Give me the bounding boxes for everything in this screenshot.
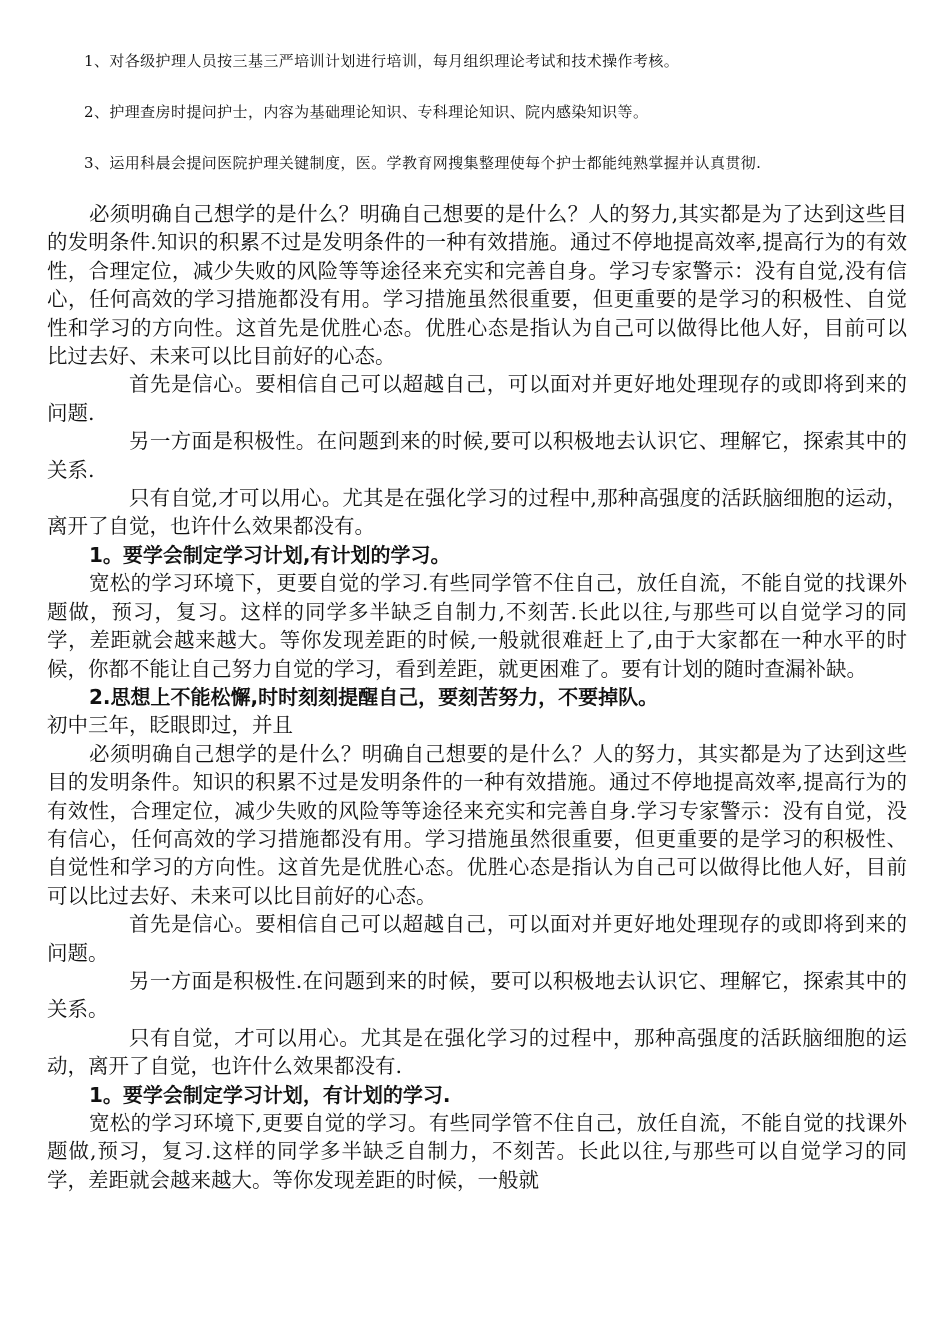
list-item-2: 2、护理查房时提问护士，内容为基础理论知识、专科理论知识、院内感染知识等。 bbox=[84, 103, 649, 121]
paragraph-environment: 宽松的学习环境下，更要自觉的学习.有些同学管不住自己，放任自流，不能自觉的找课外题做，预习，复习。这样的同学多半缺乏自制力,不刻苦.长此以往,与那些可以自觉学习的同学，差距就会越来越大。等你发现差距的时候,一般就很难赶上了,由于大家都在一种水平的时候，你都不能让自己努力自觉的学习，看到差距，就更困难了。要有计划的随时查漏补缺。 bbox=[47, 571, 907, 681]
list-item-1: 1、对各级护理人员按三基三严培训计划进行培训，每月组织理论考试和技术操作考核。 bbox=[84, 52, 680, 70]
heading-no-slacking: 2.思想上不能松懈,时时刻刻提醒自己，要刻苦努力，不要掉队。 bbox=[89, 684, 659, 709]
paragraph-environment-repeat: 宽松的学习环境下,更要自觉的学习。有些同学管不住自己，放任自流，不能自觉的找课外题做,预习，复习.这样的同学多半缺乏自制力，不刻苦。长此以往,与那些可以自觉学习的同学，差距就会越来越大。等你发现差距的时候，一般就 bbox=[47, 1111, 907, 1192]
paragraph-goals: 必须明确自己想学的是什么？明确自己想要的是什么？人的努力,其实都是为了达到这些目的发明条件.知识的积累不过是发明条件的一种有效措施。通过不停地提高效率,提高行为的有效性，合理定位，减少失败的风险等等途径来充实和完善自身。学习专家警示：没有自觉,没有信心，任何高效的学习措施都没有用。学习措施虽然很重要，但更重要的是学习的积极性、自觉性和学习的方向性。这首先是优胜心态。优胜心态是指认为自己可以做得比他人好，目前可以比过去好、未来可以比目前好的心态。 bbox=[47, 202, 907, 369]
paragraph-initiative: 另一方面是积极性。在问题到来的时候,要可以积极地去认识它、理解它，探索其中的关系. bbox=[47, 429, 907, 482]
heading-study-plan-repeat: 1。要学会制定学习计划，有计划的学习. bbox=[89, 1082, 451, 1107]
paragraph-initiative-repeat: 另一方面是积极性.在问题到来的时候，要可以积极地去认识它、理解它，探索其中的关系。 bbox=[47, 968, 907, 1022]
paragraph-self-awareness: 只有自觉,才可以用心。尤其是在强化学习的过程中,那种高强度的活跃脑细胞的运动，离开了自觉，也许什么效果都没有。 bbox=[47, 486, 907, 539]
heading-study-plan: 1。要学会制定学习计划,有计划的学习。 bbox=[89, 542, 451, 567]
paragraph-confidence: 首先是信心。要相信自己可以超越自己，可以面对并更好地处理现存的或即将到来的问题. bbox=[47, 372, 907, 425]
body-text bbox=[47, 200, 907, 1194]
paragraph-confidence-repeat: 首先是信心。要相信自己可以超越自己，可以面对并更好地处理现存的或即将到来的问题。 bbox=[47, 912, 907, 965]
paragraph-self-awareness-repeat: 只有自觉，才可以用心。尤其是在强化学习的过程中，那种高强度的活跃脑细胞的运动，离开了自觉，也许什么效果都没有. bbox=[47, 1025, 907, 1079]
paragraph-three-years: 初中三年，眨眼即过，并且 bbox=[47, 713, 293, 738]
paragraph-goals-repeat: 必须明确自己想学的是什么？明确自己想要的是什么？人的努力，其实都是为了达到这些目的发明条件。知识的积累不过是发明条件的一种有效措施。通过不停地提高效率,提高行为的有效性，合理定位，减少失败的风险等等途径来充实和完善自身.学习专家警示：没有自觉，没有信心，任何高效的学习措施都没有用。学习措施虽然很重要，但更重要的是学习的积极性、自觉性和学习的方向性。这首先是优胜心态。优胜心态是指认为自己可以做得比他人好，目前可以比过去好、未来可以比目前好的心态。 bbox=[47, 741, 907, 908]
list-item-3: 3、运用科晨会提问医院护理关键制度，医。学教育网搜集整理使每个护士都能纯熟掌握并认真贯彻. bbox=[84, 154, 762, 172]
